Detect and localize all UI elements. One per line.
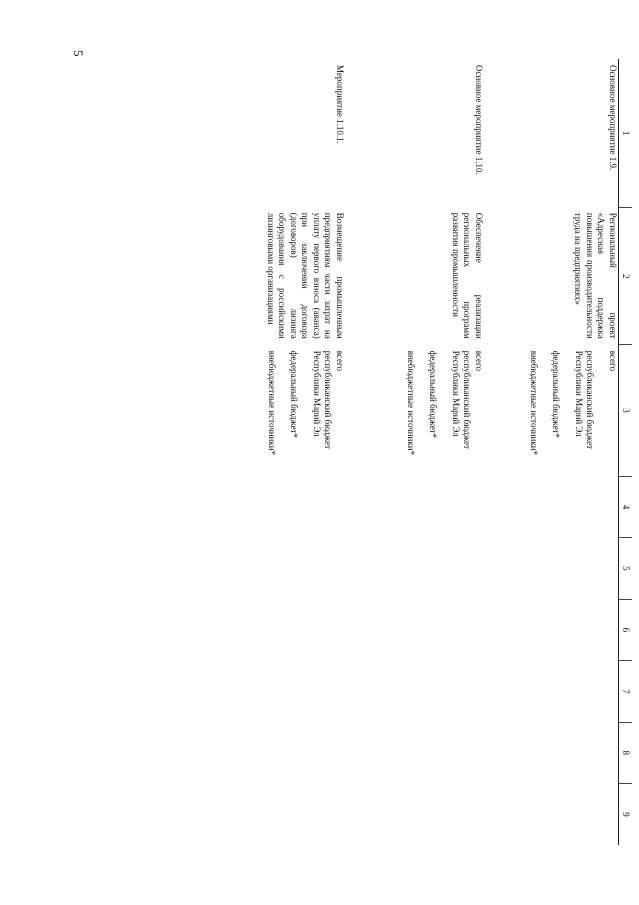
column-header: 4: [619, 476, 633, 537]
landscape-table-sheet: [230, 59, 632, 845]
source-republic-budget: республиканский бюджет Республики Марий Эл: [312, 350, 334, 450]
funding-sources: [484, 345, 619, 477]
measure-name: Основное мероприятие 1.9.: [608, 65, 618, 171]
table-row: [345, 59, 484, 845]
funding-sources: [227, 345, 345, 477]
column-header: 3: [619, 345, 633, 477]
measure-name: Основное мероприятие 1.10.: [474, 65, 484, 175]
source-federal-budget: федеральный бюджет*: [428, 350, 439, 439]
measure-description: Обеспечение реализации региональных программ развития промышленности: [451, 212, 484, 339]
source-total: всего: [474, 350, 484, 371]
measure-name: Мероприятие 1.10.1.: [335, 65, 345, 144]
funding-sources: [345, 345, 484, 477]
source-total: всего: [608, 350, 618, 371]
source-federal-budget: федеральный бюджет*: [551, 350, 562, 439]
source-federal-budget: федеральный бюджет*: [289, 350, 300, 439]
table-row: [484, 59, 619, 845]
source-total: всего: [335, 350, 345, 371]
source-extrabudgetary: внебюджетные источники*: [529, 350, 539, 456]
column-header: 6: [619, 599, 633, 660]
column-header: 9: [619, 784, 633, 846]
measure-description: Возмещение промышленным предприятиям части затрат на уплату первого взноса (аванса) при заключении договора (договоров) лизинга оборудования с российскими лизинговыми организациями: [266, 212, 345, 339]
source-extrabudgetary: внебюджетные источники*: [406, 350, 416, 456]
source-republic-budget: республиканский бюджет Республики Марий Эл: [574, 350, 596, 450]
column-header-row: [619, 59, 633, 845]
measure-description: Региональный проект «Адресная поддержка повышения производительности труда на предприятиях»: [573, 212, 618, 339]
column-header: 7: [619, 661, 633, 722]
column-header: 8: [619, 722, 633, 783]
column-header: 2: [619, 208, 633, 345]
source-extrabudgetary: внебюджетные источники*: [267, 350, 277, 456]
program-funding-table: [227, 59, 632, 845]
column-header: 5: [619, 538, 633, 599]
source-republic-budget: республиканский бюджет Республики Марий Эл: [451, 350, 473, 450]
table-row: [227, 59, 345, 845]
column-header: 1: [619, 59, 633, 208]
page-number: 5: [71, 50, 86, 57]
